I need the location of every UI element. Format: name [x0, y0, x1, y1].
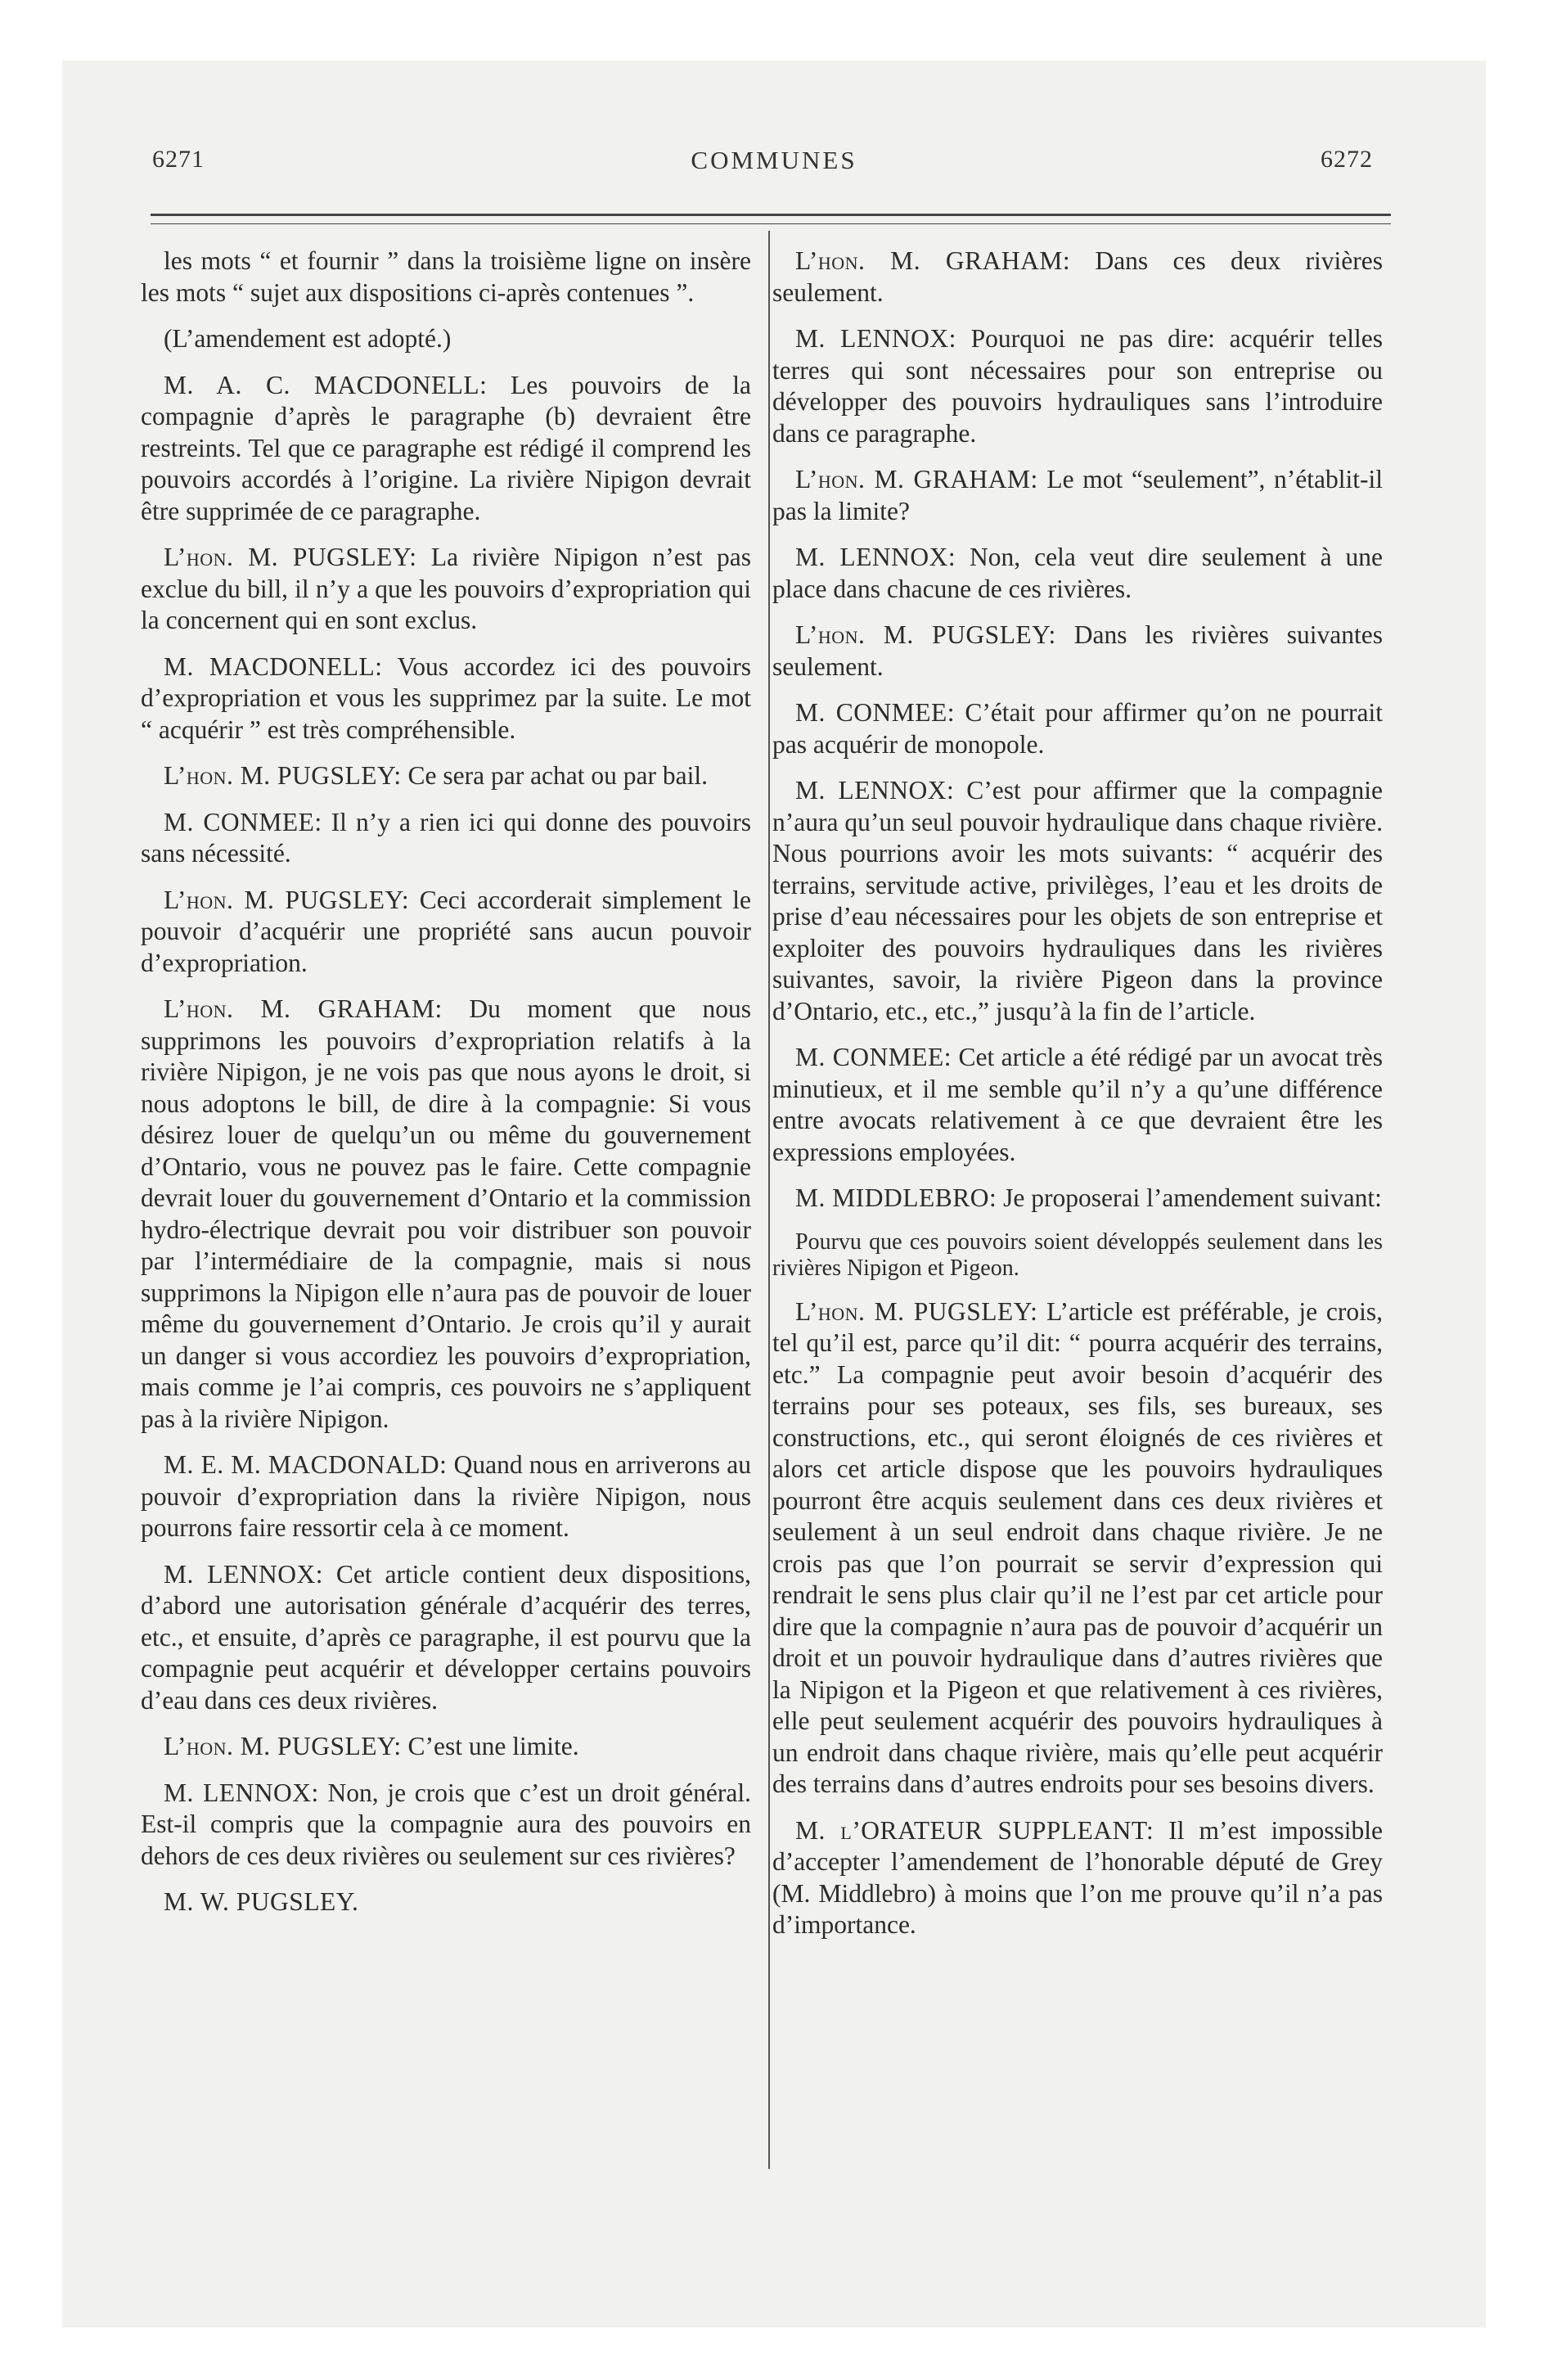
paragraph — [772, 775, 1383, 1027]
speaker-name: L’hon. M. GRAHAM: — [795, 465, 1038, 494]
paragraph — [772, 464, 1383, 527]
paragraph-text: Cet article a été rédigé par un avocat très minutieux, et il me semble qu’il n’y a qu’une différence entre avocats relativement à ce que devraient être les expressions employées. — [772, 1043, 1383, 1166]
column-divider — [768, 231, 770, 2169]
speaker-name: L’hon. M. PUGSLEY: — [795, 1296, 1038, 1326]
paragraph-text: Non, cela veut dire seulement à une place dans chacune de ces rivières. — [772, 543, 1383, 603]
paragraph-text: C’était pour affirmer qu’on ne pourrait pas acquérir de monopole. — [772, 698, 1384, 759]
page-title: COMMUNES — [691, 146, 857, 174]
paragraph-text: Il m’est impossible d’accepter l’amendement de l’honorable député de Grey (M. Middlebro) à moins que l’on me prouve qu’il n’a pas d’importance. — [772, 1815, 1384, 1939]
speaker-name: M. W. PUGSLEY. — [164, 1887, 359, 1916]
speaker-name: M. CONMEE: — [795, 1043, 952, 1071]
paragraph-text: Vous accordez ici des pouvoirs d’expropriation et vous les supprimez par la suite. Le mot “ acquérir ” est très compréhensible. — [141, 651, 752, 744]
paragraph-text: Il n’y a rien ici qui donne des pouvoirs sans nécessité. — [141, 807, 751, 868]
paragraph-text: Du moment que nous supprimons les pouvoirs d’expropriation relatifs à la rivière Nipigon, je ne vois pas que nous ayons le droit, si nous adoptons le bill, de dire à la compagnie: Si vous désirez louer de quelqu’un ou même du gouvernement d’Ontario, vous ne pouvez pas le faire. Cette compagnie devrait louer du gouvernement d’Ontario et la commission hydro-électrique devrait pou voir distribuer son pouvoir par l’intermédiaire de la compagnie, mais si nous supprimons la Nipigon elle n’aura pas de pouvoir de louer même du gouvernement d’Ontario. Je crois qu’il y aurait un danger si vous accordiez les pouvoirs d’expropriation, mais comme je l’ai compris, ces pouvoirs ne s’appliquent pas à la rivière Nipigon. — [141, 994, 751, 1433]
paragraph — [772, 697, 1383, 760]
paragraph-text: Le mot “seulement”, n’établit-il pas la limite? — [772, 465, 1383, 525]
header-rule-thin — [151, 223, 1391, 224]
speaker-name: M. LENNOX: — [795, 543, 956, 571]
paragraph — [772, 323, 1383, 449]
paragraph — [772, 1183, 1383, 1215]
paragraph — [141, 1559, 751, 1717]
paragraph — [772, 1296, 1383, 1801]
paragraph-text: Non, je crois que c’est un droit général. Est-il compris que la compagnie aura des pouvoirs en dehors de ces deux rivières ou seulement sur ces rivières? — [141, 1778, 751, 1870]
header-rule-thick — [151, 214, 1391, 216]
speaker-name: M. MACDONELL: — [164, 651, 383, 681]
paragraph-text: L’article est préférable, je crois, tel qu’il est, parce qu’il dit: “ pourra acquérir des terrains, etc.” La compagnie peut avoir besoin d’acquérir des terrains pour ses poteaux, ses fils, ses bureaux, ses constructions, etc., qui seront éloignés de ces rivières et alors cet article dispose que les pouvoirs hydrauliques pourront être acquis seulement dans ces deux rivières et seulement à un seul endroit dans chaque rivière. Je ne crois pas que l’on pourrait se servir d’expression qui rendrait le sens plus clair qu’il ne l’est par cet article pour dire que la compagnie n’aura pas de pouvoir d’acquérir un droit et un pouvoir hydraulique dans d’autres rivières que la Nipigon et la Pigeon et que relativement à ces rivières, elle peut seulement acquérir des pouvoirs hydrauliques à un endroit dans chaque rivière, mais qu’elle peut acquérir des terrains dans d’autres endroits pour ses besoins divers. — [772, 1296, 1384, 1798]
paragraph — [141, 1778, 751, 1873]
paragraph — [141, 994, 751, 1435]
paragraph — [141, 370, 751, 528]
paragraph — [141, 1731, 751, 1763]
paragraph — [772, 1229, 1383, 1282]
paragraph — [141, 1886, 751, 1918]
paragraph — [141, 760, 751, 792]
speaker-name: M. LENNOX: — [164, 1778, 319, 1807]
speaker-name: M. LENNOX: — [164, 1559, 323, 1589]
paragraph — [141, 885, 751, 980]
paragraph-text: Cet article contient deux dispositions, d’abord une autorisation générale d’acquérir des terres, etc., et ensuite, d’après ce paragraphe, il est pourvu que la compagnie peut acquérir et développer certains pouvoirs d’eau dans ces deux rivières. — [141, 1559, 751, 1715]
paragraph-text: La rivière Nipigon n’est pas exclue du bill, il n’y a que les pouvoirs d’expropriation qui la concernent qui en sont exclus. — [141, 543, 752, 634]
paragraph — [141, 1449, 751, 1544]
page-number-right: 6272 — [1321, 146, 1373, 173]
speaker-name: L’hon. M. PUGSLEY: — [795, 620, 1056, 649]
left-column — [141, 246, 751, 1933]
paragraph-text: Quand nous en arriverons au pouvoir d’expropriation dans la rivière Nipigon, nous pourrons faire ressortir cela à ce moment. — [141, 1450, 751, 1542]
paragraph — [772, 542, 1383, 605]
paragraph-text: (L’amendement est adopté.) — [164, 324, 452, 353]
paragraph-text: Dans les rivières suivantes seulement. — [772, 620, 1384, 681]
paragraph — [772, 1815, 1383, 1941]
speaker-name: M. E. M. MACDONALD: — [164, 1450, 448, 1479]
paragraph-text: C’est une limite. — [407, 1732, 579, 1760]
paragraph — [141, 542, 751, 637]
speaker-name: M. CONMEE: — [795, 698, 955, 727]
page-number-left: 6271 — [152, 146, 205, 173]
speaker-name: L’hon. M. PUGSLEY: — [164, 761, 402, 790]
paragraph-text: Dans ces deux rivières seulement. — [772, 246, 1384, 307]
speaker-name: L’hon. M. PUGSLEY: — [164, 543, 417, 571]
speaker-name: L’hon. M. GRAHAM: — [795, 246, 1071, 275]
paragraph — [141, 807, 751, 870]
paragraph-text: Ceci accorderait simplement le pouvoir d’acquérir une propriété sans aucun pouvoir d’expropriation. — [141, 885, 752, 977]
speaker-name: M. l’ORATEUR SUPPLEANT: — [795, 1815, 1154, 1845]
speaker-name: L’hon. M. GRAHAM: — [164, 994, 443, 1023]
paragraph-text: Je proposerai l’amendement suivant: — [1003, 1183, 1382, 1212]
paragraph — [141, 246, 751, 309]
paragraph-text: Pourvu que ces pouvoirs soient développés seulement dans les rivières Nipigon et Pigeon. — [772, 1228, 1383, 1281]
paragraph — [772, 246, 1383, 309]
speaker-name: M. A. C. MACDONELL: — [164, 370, 488, 399]
paragraph — [772, 1042, 1383, 1168]
speaker-name: L’hon. M. PUGSLEY: — [164, 1732, 402, 1760]
paragraph-text: Pourquoi ne pas dire: acquérir telles terres qui sont nécessaires pour son entreprise ou développer des pouvoirs hydrauliques sans l’introduire dans ce paragraphe. — [772, 324, 1384, 448]
speaker-name: L’hon. M. PUGSLEY: — [164, 885, 410, 914]
paragraph-text: les mots “ et fournir ” dans la troisième ligne on insère les mots “ sujet aux dispositions ci-après contenues ”. — [141, 246, 751, 307]
right-column — [772, 246, 1383, 1956]
speaker-name: M. MIDDLEBRO: — [795, 1183, 997, 1212]
paragraph-text: Les pouvoirs de la compagnie d’après le paragraphe (b) devraient être restreints. Tel que ce paragraphe est rédigé il comprend les pouvoirs accordés à l’origine. La rivière Nipigon devrait être supprimée de ce paragraphe. — [141, 370, 751, 525]
speaker-name: M. LENNOX: — [795, 324, 956, 353]
paragraph — [772, 620, 1383, 683]
speaker-name: M. CONMEE: — [164, 807, 322, 836]
paragraph-text: C’est pour affirmer que la compagnie n’aura qu’un seul pouvoir hydraulique dans chaque rivière. Nous pourrions avoir les mots suivants: “ acquérir des terrains, servitude active, privilèges, l’eau et les droits de prise d’eau nécessaires pour les objets de son entreprise et exploiter des pouvoirs hydrauliques dans les rivières suivantes, savoir, la rivière Pigeon dans la province d’Ontario, etc., etc.,” jusqu’à la fin de l’article. — [772, 776, 1383, 1025]
paragraph — [141, 323, 751, 355]
paragraph — [141, 651, 751, 746]
paragraph-text: Ce sera par achat ou par bail. — [407, 761, 708, 790]
speaker-name: M. LENNOX: — [795, 776, 955, 805]
